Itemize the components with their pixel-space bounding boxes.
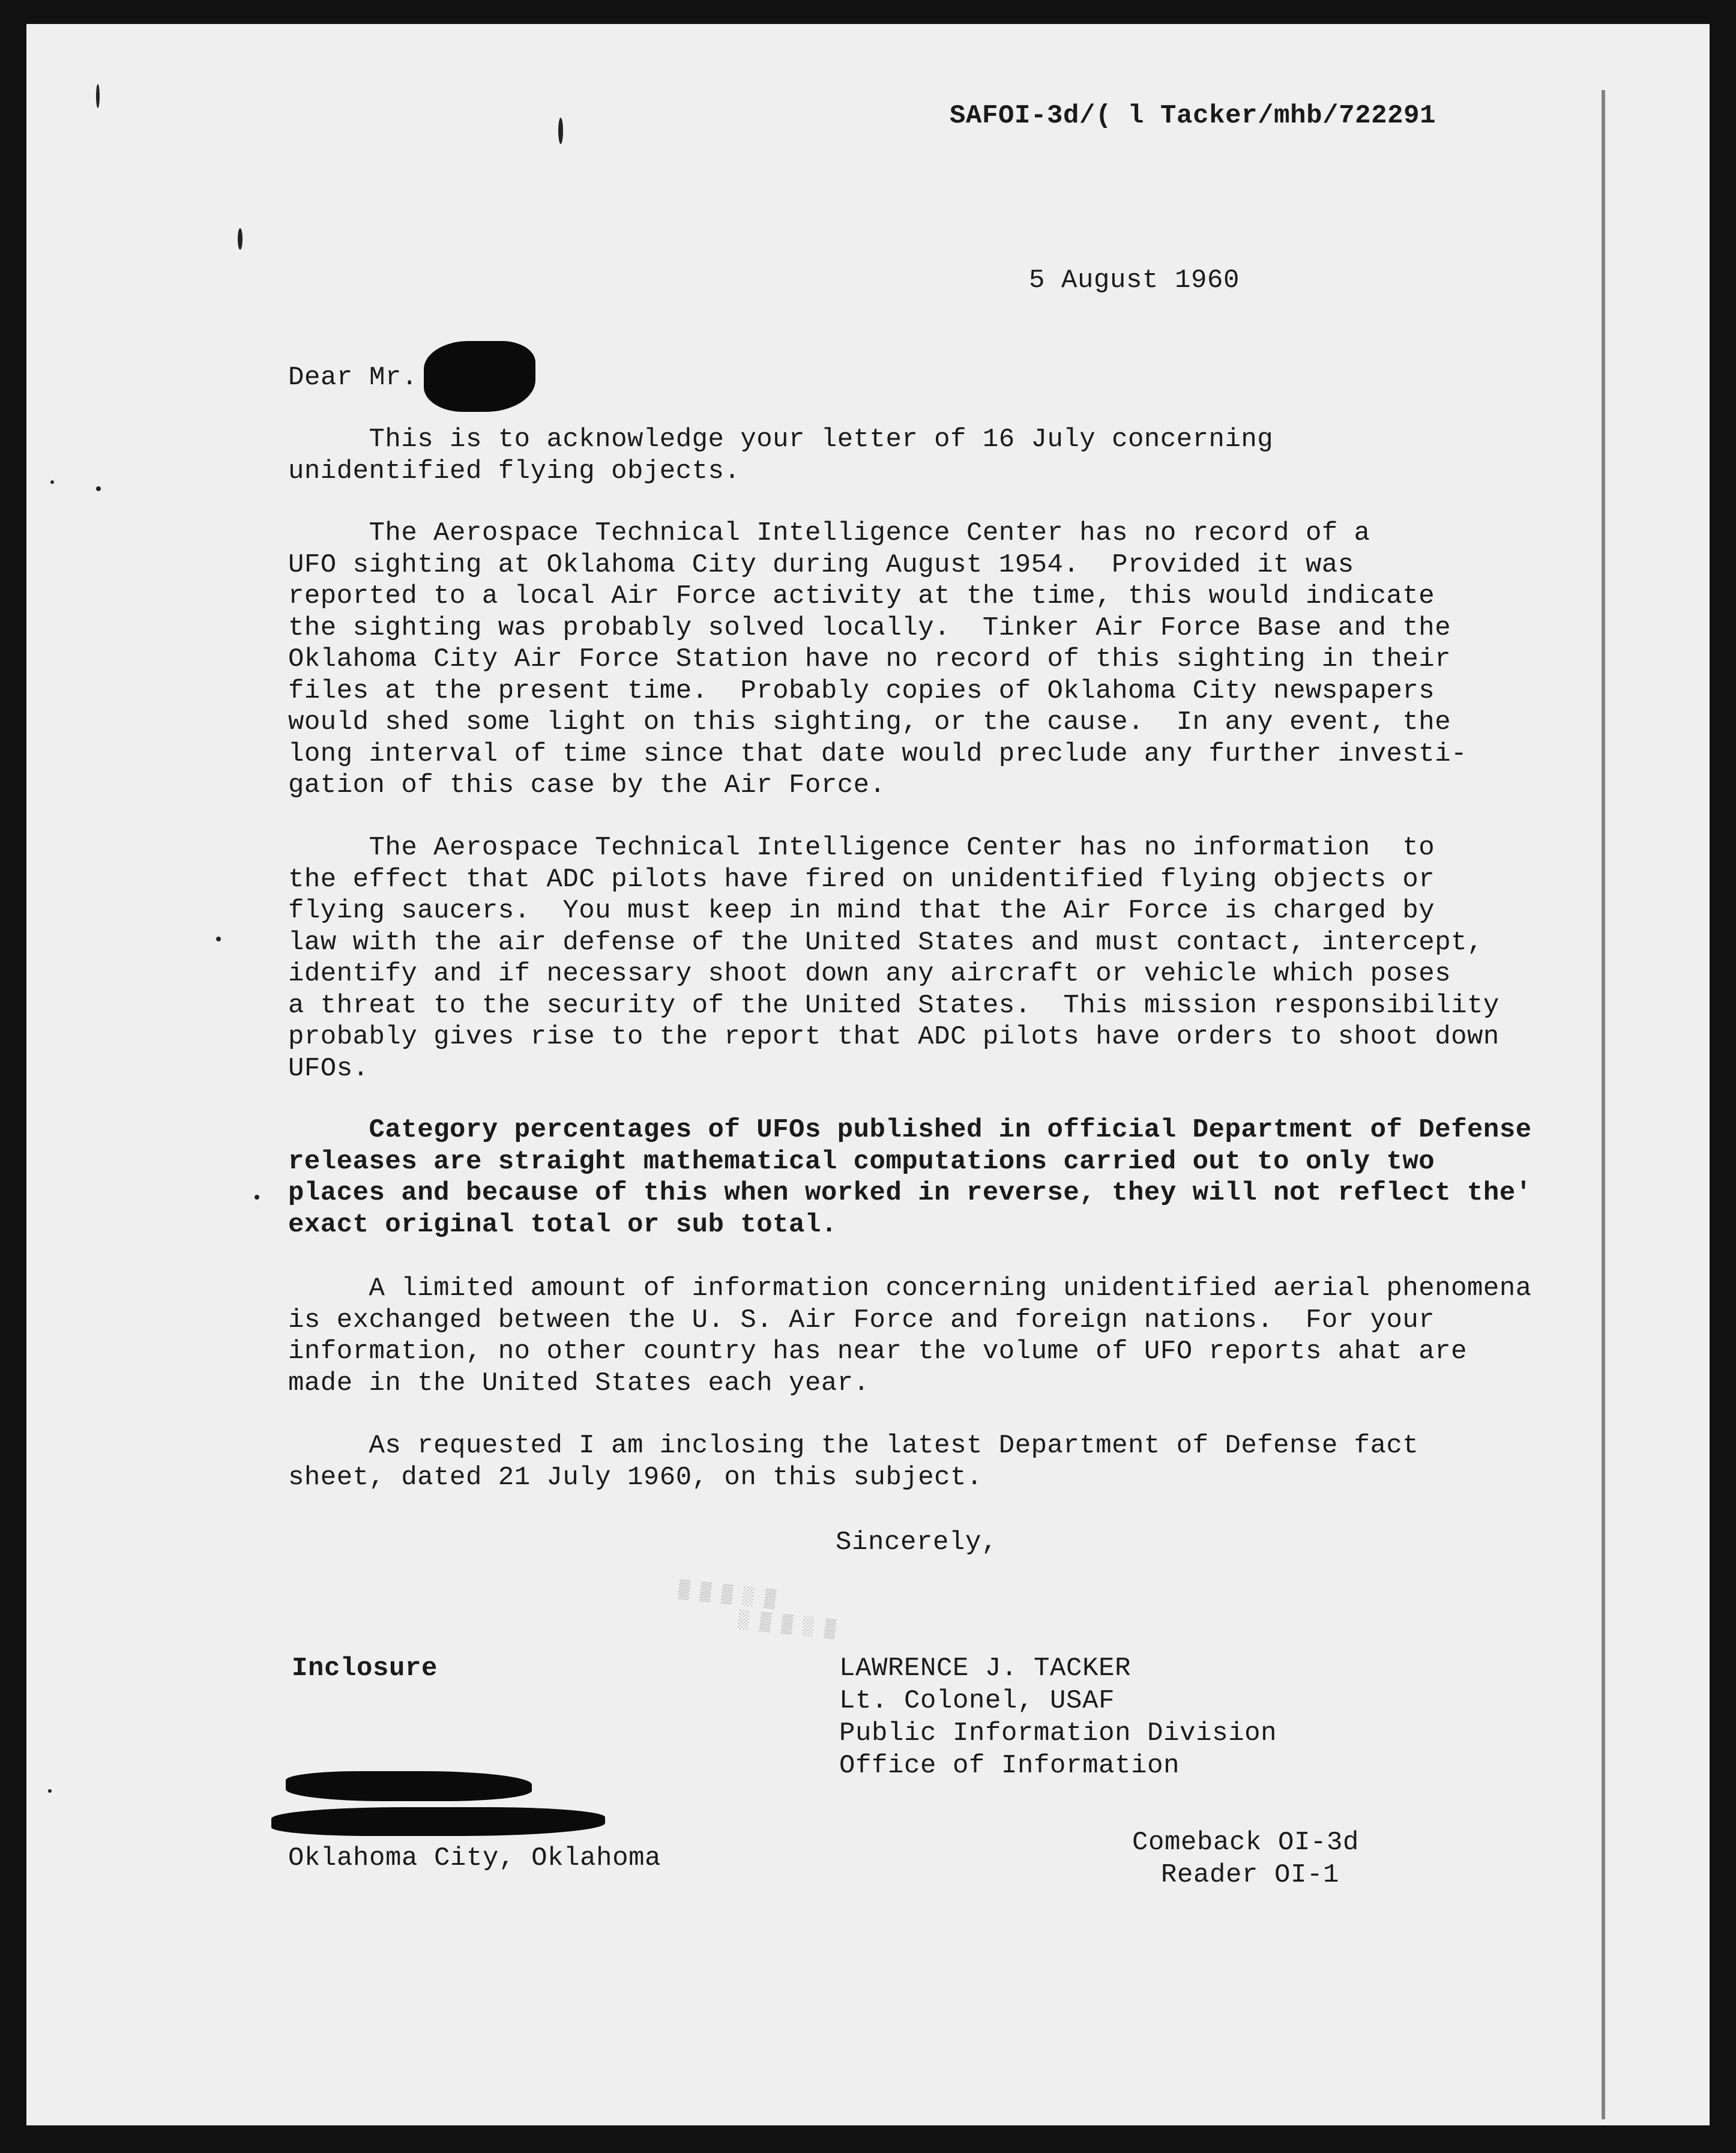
text-line: sheet, dated 21 July 1960, on this subject. [288,1462,983,1493]
scan-speck [48,1789,52,1793]
text-line: the effect that ADC pilots have fired on unidentified flying objects or [288,864,1435,895]
text-line: unidentified flying objects. [288,456,741,486]
scan-speck [558,118,563,144]
text-line: gation of this case by the Air Force. [288,770,886,800]
scan-speck [96,84,100,108]
text-line: The Aerospace Technical Intelligence Center has no record of a [288,518,1370,548]
routing-comeback: Comeback OI-3d [1132,1828,1360,1858]
enclosure-note: Inclosure [292,1653,438,1683]
text-line: This is to acknowledge your letter of 16 July concerning [288,424,1274,454]
scan-speck [96,486,101,491]
closing: Sincerely, [836,1527,998,1557]
scan-speck [238,228,243,250]
signer-rank: Lt. Colonel, USAF [839,1686,1115,1716]
text-line: identify and if necessary shoot down any aircraft or vehicle which poses [288,959,1451,989]
text-line: Oklahoma City Air Force Station have no record of this sighting in their [288,644,1451,674]
paragraph-category-percentages [288,1114,1573,1240]
redaction-recipient-street [271,1807,605,1836]
signer-division: Public Information Division [839,1718,1277,1748]
file-reference: SAFOI-3d/( l Tacker/mhb/722291 [950,101,1436,131]
paragraph-information-exchange [288,1273,1573,1399]
paragraph-fact-sheet [288,1430,1573,1493]
text-line: reported to a local Air Force activity at the time, this would indicate [288,581,1435,611]
text-line: releases are straight mathematical computations carried out to only two [288,1146,1435,1177]
text-line: UFO sighting at Oklahoma City during August 1954. Provided it was [288,549,1354,580]
letter-date: 5 August 1960 [1029,265,1240,295]
scan-border-right [1710,0,1736,2153]
signer-office: Office of Information [839,1751,1180,1781]
text-line: flying saucers. You must keep in mind that the Air Force is charged by [288,896,1435,926]
scan-speck [255,1195,259,1200]
scan-speck [216,937,221,941]
text-line: exact original total or sub total. [288,1209,837,1240]
redaction-salutation-name [424,341,535,412]
text-line: law with the air defense of the United States and must contact, intercept, [288,927,1483,958]
text-line: UFOs. [288,1053,369,1084]
text-line: information, no other country has near the volume of UFO reports ahat are [288,1336,1468,1366]
paragraph-adc-pilots [288,832,1573,1084]
text-line: A limited amount of information concerning unidentified aerial phenomena [288,1273,1532,1303]
paragraph-acknowledgement [288,424,1573,487]
text-line: long interval of time since that date would preclude any further investi- [288,738,1468,769]
text-line: the sighting was probably solved locally. Tinker Air Force Base and the [288,612,1451,643]
text-line: As requested I am inclosing the latest Department of Defense fact [288,1431,1419,1461]
text-line: Category percentages of UFOs published in official Department of Defense [288,1115,1532,1145]
redaction-recipient-name [286,1771,532,1801]
salutation: Dear Mr. [288,363,418,393]
recipient-city: Oklahoma City, Oklahoma [288,1843,662,1873]
text-line: made in the United States each year. [288,1368,870,1398]
paragraph-oklahoma-sighting [288,518,1573,802]
text-line: places and because of this when worked in reverse, they will not reflect the' [288,1178,1532,1208]
text-line: a threat to the security of the United States. This mission responsibility [288,990,1499,1021]
text-line: The Aerospace Technical Intelligence Center has no information to [288,833,1435,863]
bleed-through-mark: ▒ ▒ ▒ ░ ▒ [677,1580,777,1611]
scan-speck [50,480,54,484]
scan-border-left [0,0,26,2153]
scan-border-bottom [0,2125,1736,2153]
text-line: files at the present time. Probably copies of Oklahoma City newspapers [288,675,1435,706]
signer-name: LAWRENCE J. TACKER [839,1653,1132,1683]
text-line: would shed some light on this sighting, or the cause. In any event, the [288,707,1451,737]
text-line: is exchanged between the U. S. Air Force and foreign nations. For your [288,1305,1435,1335]
bleed-through-mark: ░ ▒ ▒ ░ ▒ [737,1610,837,1641]
text-line: probably gives rise to the report that ADC pilots have orders to shoot down [288,1022,1499,1052]
routing-reader: Reader OI-1 [1161,1860,1340,1890]
page-edge-line [1602,90,1605,2119]
scan-border-top [0,0,1736,24]
